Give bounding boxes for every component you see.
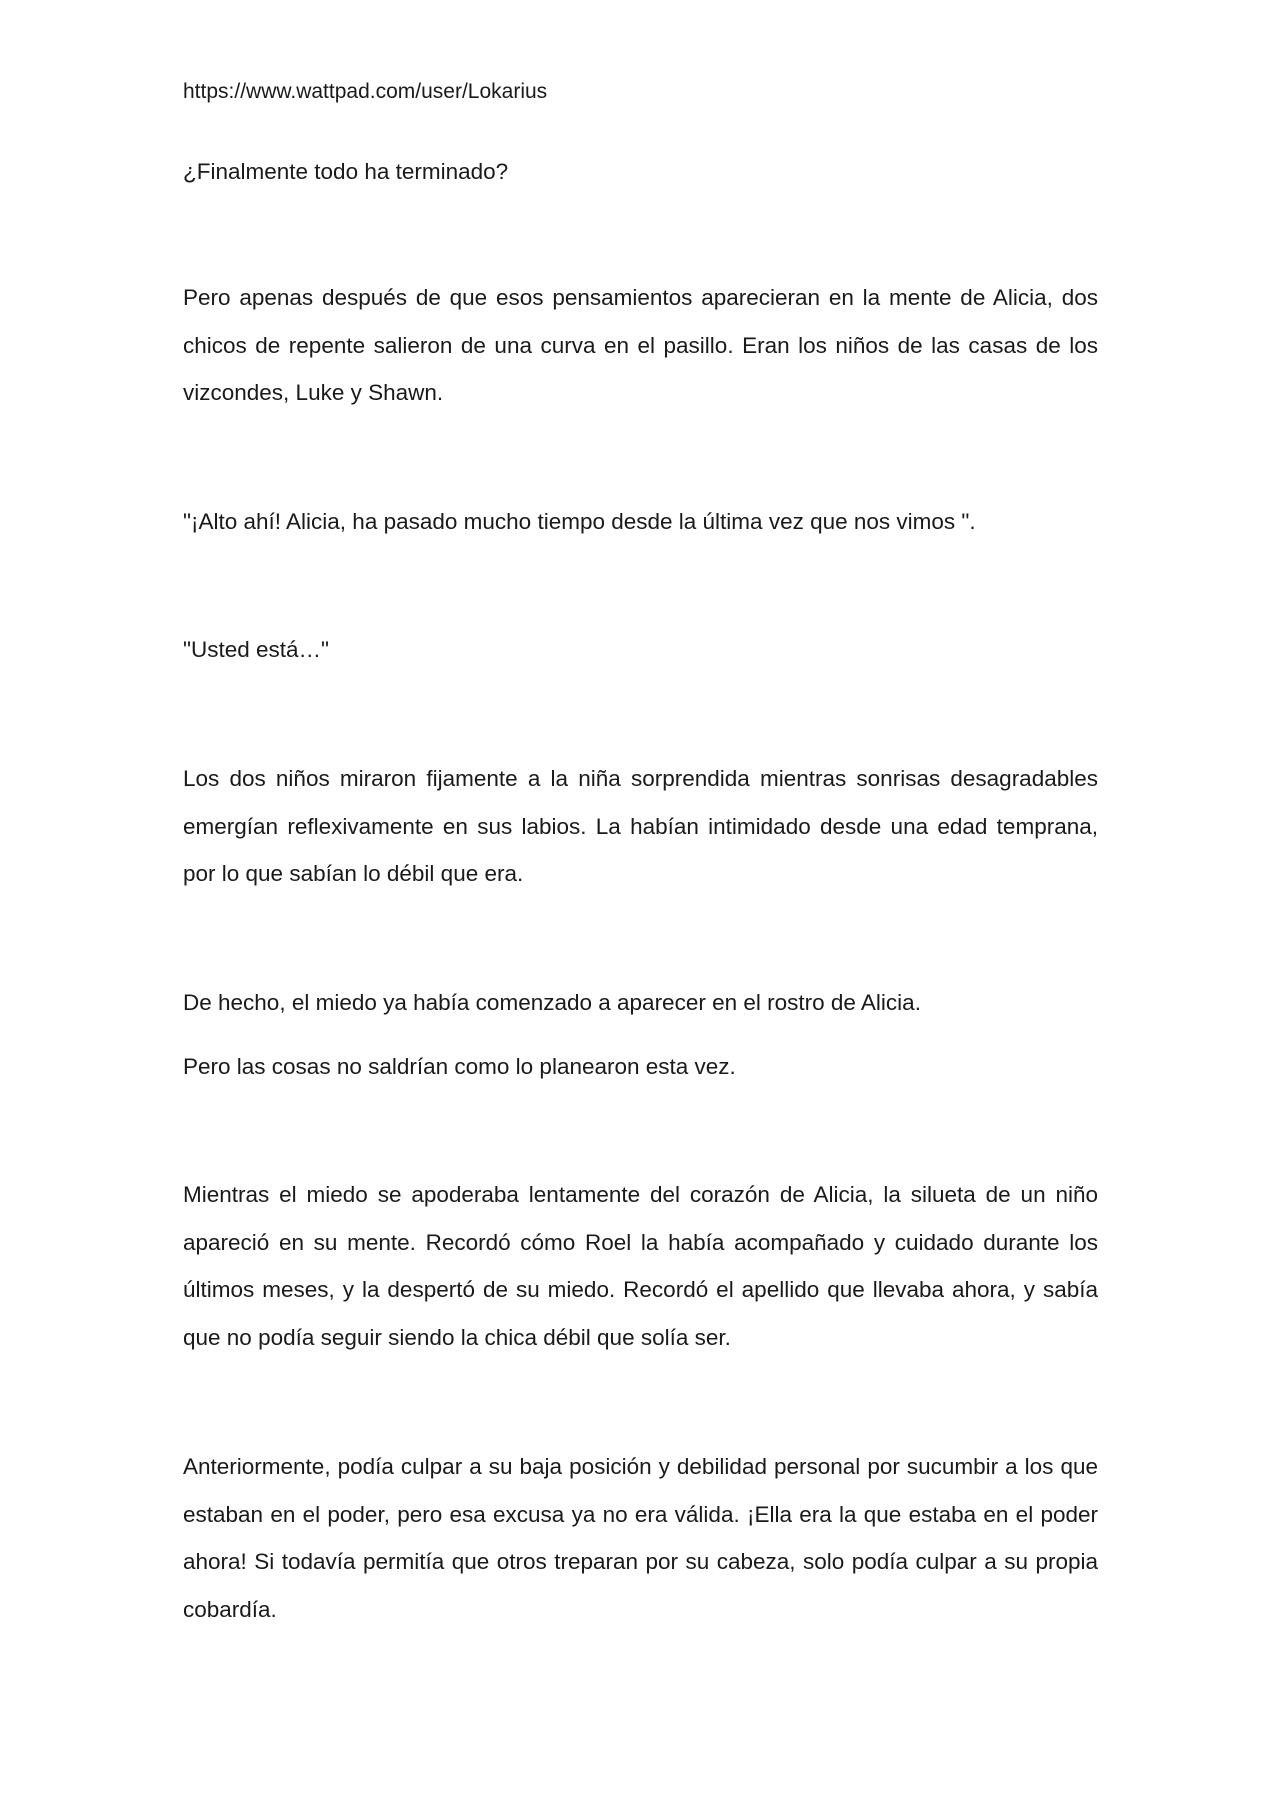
paragraph-7: Pero las cosas no saldrían como lo planearon esta vez. <box>183 1054 736 1079</box>
paragraph-6: De hecho, el miedo ya había comenzado a aparecer en el rostro de Alicia. <box>183 990 921 1015</box>
paragraph-4: "Usted está…" <box>183 637 330 662</box>
source-url: https://www.wattpad.com/user/Lokarius <box>183 80 548 103</box>
paragraph-2: Pero apenas después de que esos pensamientos aparecieran en la mente de Alicia, dos chicos de repente salieron de una curva en el pasillo. Eran los niños de las casas de los vizcondes, Luke y Shawn. <box>183 285 1098 405</box>
paragraph-9: Anteriormente, podía culpar a su baja posición y debilidad personal por sucumbir a los que estaban en el poder, pero esa excusa ya no era válida. ¡Ella era la que estaba en el poder ahora! Si todavía permitía que otros treparan por su cabeza, solo podía culpar a su propia cobardía. <box>183 1454 1098 1622</box>
paragraph-5: Los dos niños miraron fijamente a la niña sorprendida mientras sonrisas desagradables emergían reflexivamente en sus labios. La habían intimidado desde una edad temprana, por lo que sabían lo débil que era. <box>183 766 1098 886</box>
paragraph-3: "¡Alto ahí! Alicia, ha pasado mucho tiempo desde la última vez que nos vimos ". <box>183 509 976 534</box>
paragraph-1: ¿Finalmente todo ha terminado? <box>183 159 509 184</box>
paragraph-8: Mientras el miedo se apoderaba lentamente del corazón de Alicia, la silueta de un niño apareció en su mente. Recordó cómo Roel la había acompañado y cuidado durante los últimos meses, y la despertó de su miedo. Recordó el apellido que llevaba ahora, y sabía que no podía seguir siendo la chica débil que solía ser. <box>183 1182 1098 1350</box>
